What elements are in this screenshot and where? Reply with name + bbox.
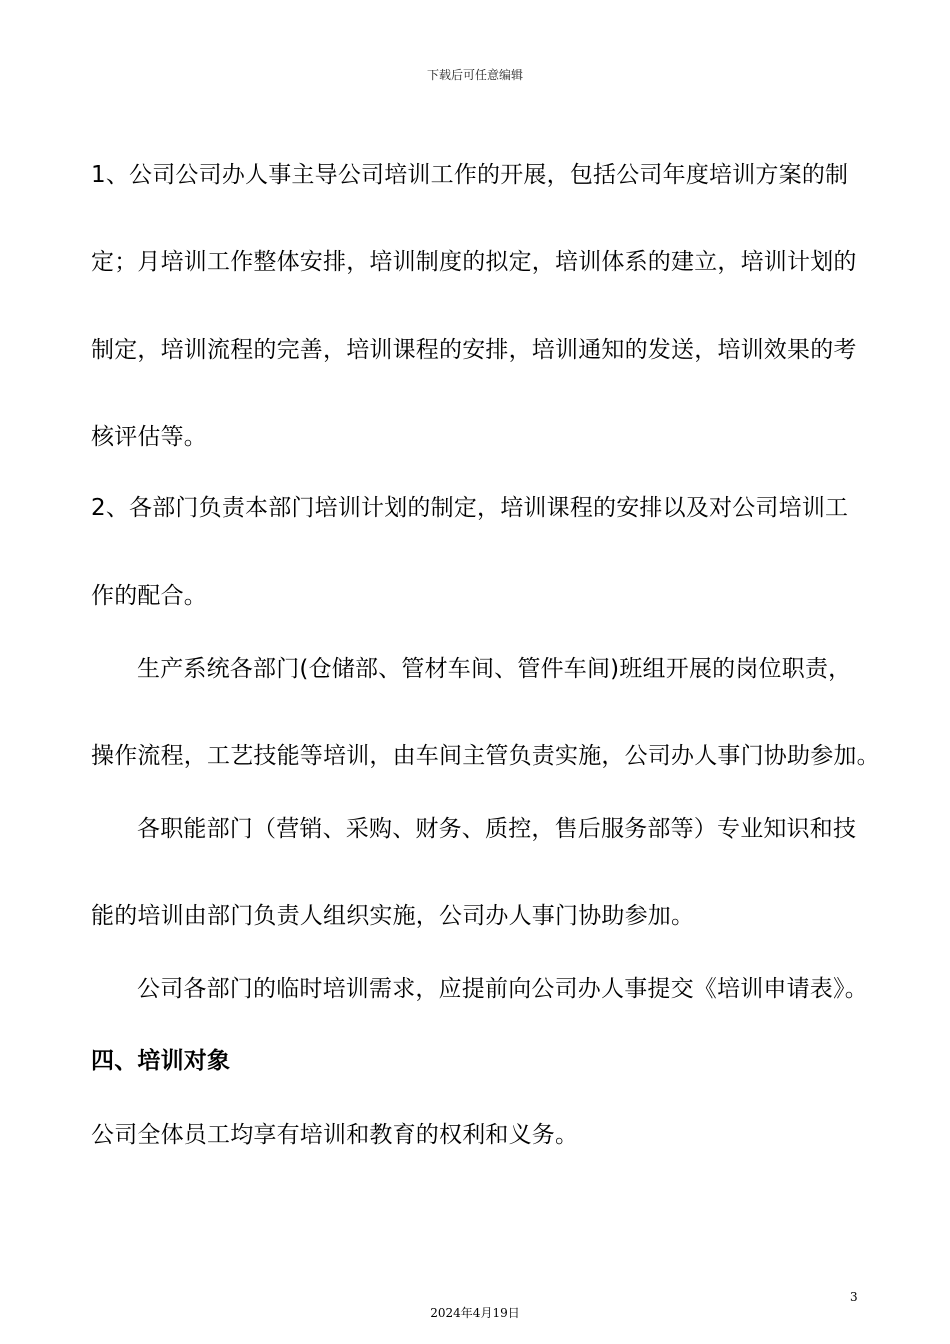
body-line-9: 各职能部门（营销、采购、财务、质控，售后服务部等）专业知识和技	[137, 816, 857, 842]
body-line-2: 定；月培训工作整体安排，培训制度的拟定，培训体系的建立，培训计划的	[91, 249, 857, 275]
body-line-7: 生产系统各部门(仓储部、管材车间、管件车间)班组开展的岗位职责，	[137, 656, 852, 682]
page-number: 3	[850, 1290, 858, 1304]
body-line-1: 1、公司公司办人事主导公司培训工作的开展，包括公司年度培训方案的制	[91, 162, 849, 188]
page-header: 下载后可任意编辑	[426, 68, 523, 82]
section-heading: 四、培训对象	[91, 1048, 231, 1074]
body-line-4: 核评估等。	[91, 424, 207, 450]
body-line-11: 公司各部门的临时培训需求，应提前向公司办人事提交《培训申请表》。	[137, 976, 868, 1002]
body-line-6: 作的配合。	[91, 583, 207, 609]
body-line-10: 能的培训由部门负责人组织实施，公司办人事门协助参加。	[91, 903, 695, 929]
body-line-5: 2、各部门负责本部门培训计划的制定，培训课程的安排以及对公司培训工	[91, 495, 849, 521]
footer-date: 2024年4月19日	[430, 1306, 520, 1320]
body-line-8: 操作流程，工艺技能等培训，由车间主管负责实施，公司办人事门协助参加。	[91, 743, 880, 769]
section-text: 公司全体员工均享有培训和教育的权利和义务。	[91, 1122, 579, 1148]
body-line-3: 制定，培训流程的完善，培训课程的安排，培训通知的发送，培训效果的考	[91, 337, 857, 363]
